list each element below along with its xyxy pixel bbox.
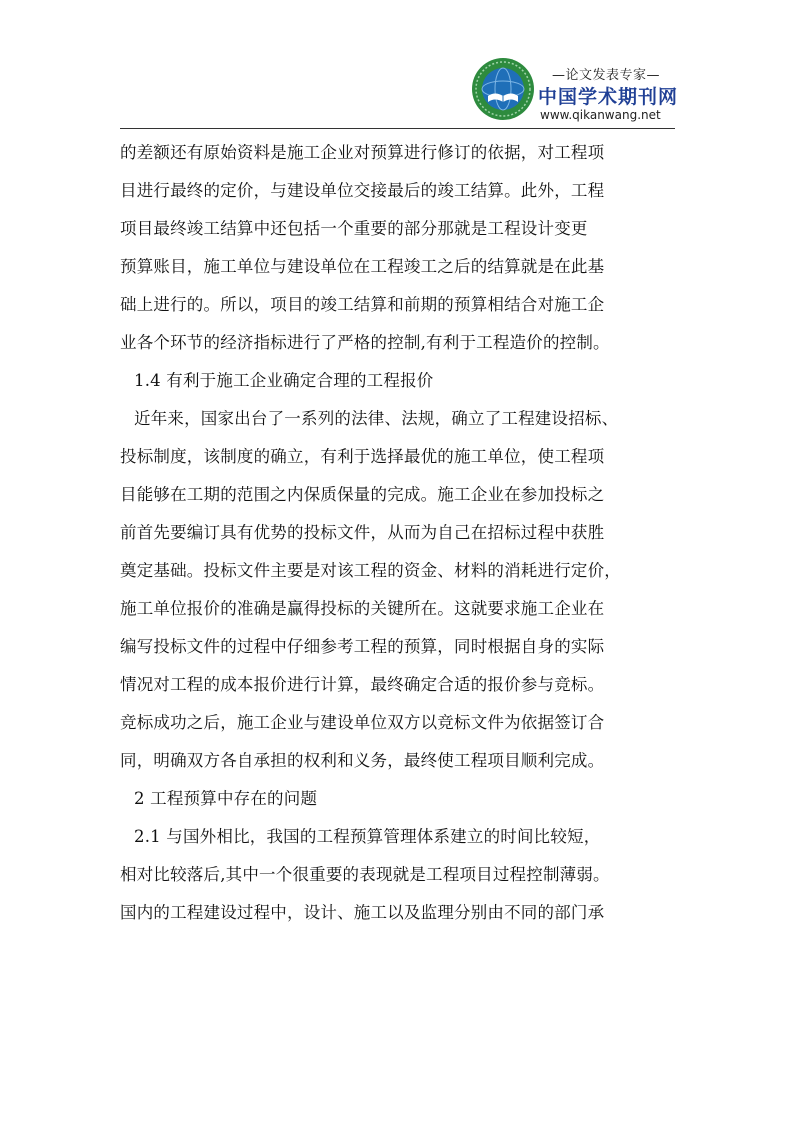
- logo-tagline: —论文发表专家—: [551, 68, 660, 83]
- text-line: 情况对工程的成本报价进行计算，最终确定合适的报价参与竞标。: [120, 675, 605, 694]
- text-line: 业各个环节的经济指标进行了严格的控制,有利于工程造价的控制。: [120, 333, 610, 352]
- text-line: 础上进行的。所以，项目的竣工结算和前期的预算相结合对施工企: [120, 295, 605, 314]
- text-line: 前首先要编订具有优势的投标文件，从而为自己在招标过程中获胜: [120, 523, 605, 542]
- site-logo[interactable]: [470, 52, 679, 130]
- logo-url[interactable]: www.qikanwang.net: [540, 108, 661, 122]
- section-heading: 2 工程预算中存在的问题: [134, 789, 318, 808]
- text-line: 目能够在工期的范围之内保质保量的完成。施工企业在参加投标之: [120, 485, 605, 504]
- section-heading: 1.4 有利于施工企业确定合理的工程报价: [134, 371, 434, 390]
- text-line: 预算账目，施工单位与建设单位在工程竣工之后的结算就是在此基: [120, 257, 605, 276]
- text-line: 的差额还有原始资料是施工企业对预算进行修订的依据，对工程项: [120, 143, 605, 162]
- text-line: 国内的工程建设过程中，设计、施工以及监理分别由不同的部门承: [120, 903, 605, 922]
- text-line: 同，明确双方各自承担的权利和义务，最终使工程项目顺利完成。: [120, 751, 605, 770]
- document-body: [120, 134, 680, 932]
- text-line: 近年来，国家出台了一系列的法律、法规，确立了工程建设招标、: [134, 409, 619, 428]
- text-line: 2.1 与国外相比，我国的工程预算管理体系建立的时间比较短，: [134, 827, 601, 846]
- text-line: 竞标成功之后，施工企业与建设单位双方以竞标文件为依据签订合: [120, 713, 605, 732]
- header-divider: [120, 128, 675, 129]
- page-header: [120, 52, 679, 132]
- text-line: 施工单位报价的准确是赢得投标的关键所在。这就要求施工企业在: [120, 599, 605, 618]
- text-line: 编写投标文件的过程中仔细参考工程的预算，同时根据自身的实际: [120, 637, 605, 656]
- text-line: 奠定基础。投标文件主要是对该工程的资金、材料的消耗进行定价，: [120, 561, 621, 580]
- text-line: 投标制度，该制度的确立，有利于选择最优的施工单位，使工程项: [120, 447, 605, 466]
- text-line: 相对比较落后,其中一个很重要的表现就是工程项目过程控制薄弱。: [120, 865, 610, 884]
- globe-book-emblem-icon: [470, 56, 536, 122]
- text-line: 项目最终竣工结算中还包括一个重要的部分那就是工程设计变更: [120, 219, 588, 238]
- logo-site-name: 中国学术期刊网: [538, 86, 679, 108]
- text-line: 目进行最终的定价，与建设单位交接最后的竣工结算。此外，工程: [120, 181, 605, 200]
